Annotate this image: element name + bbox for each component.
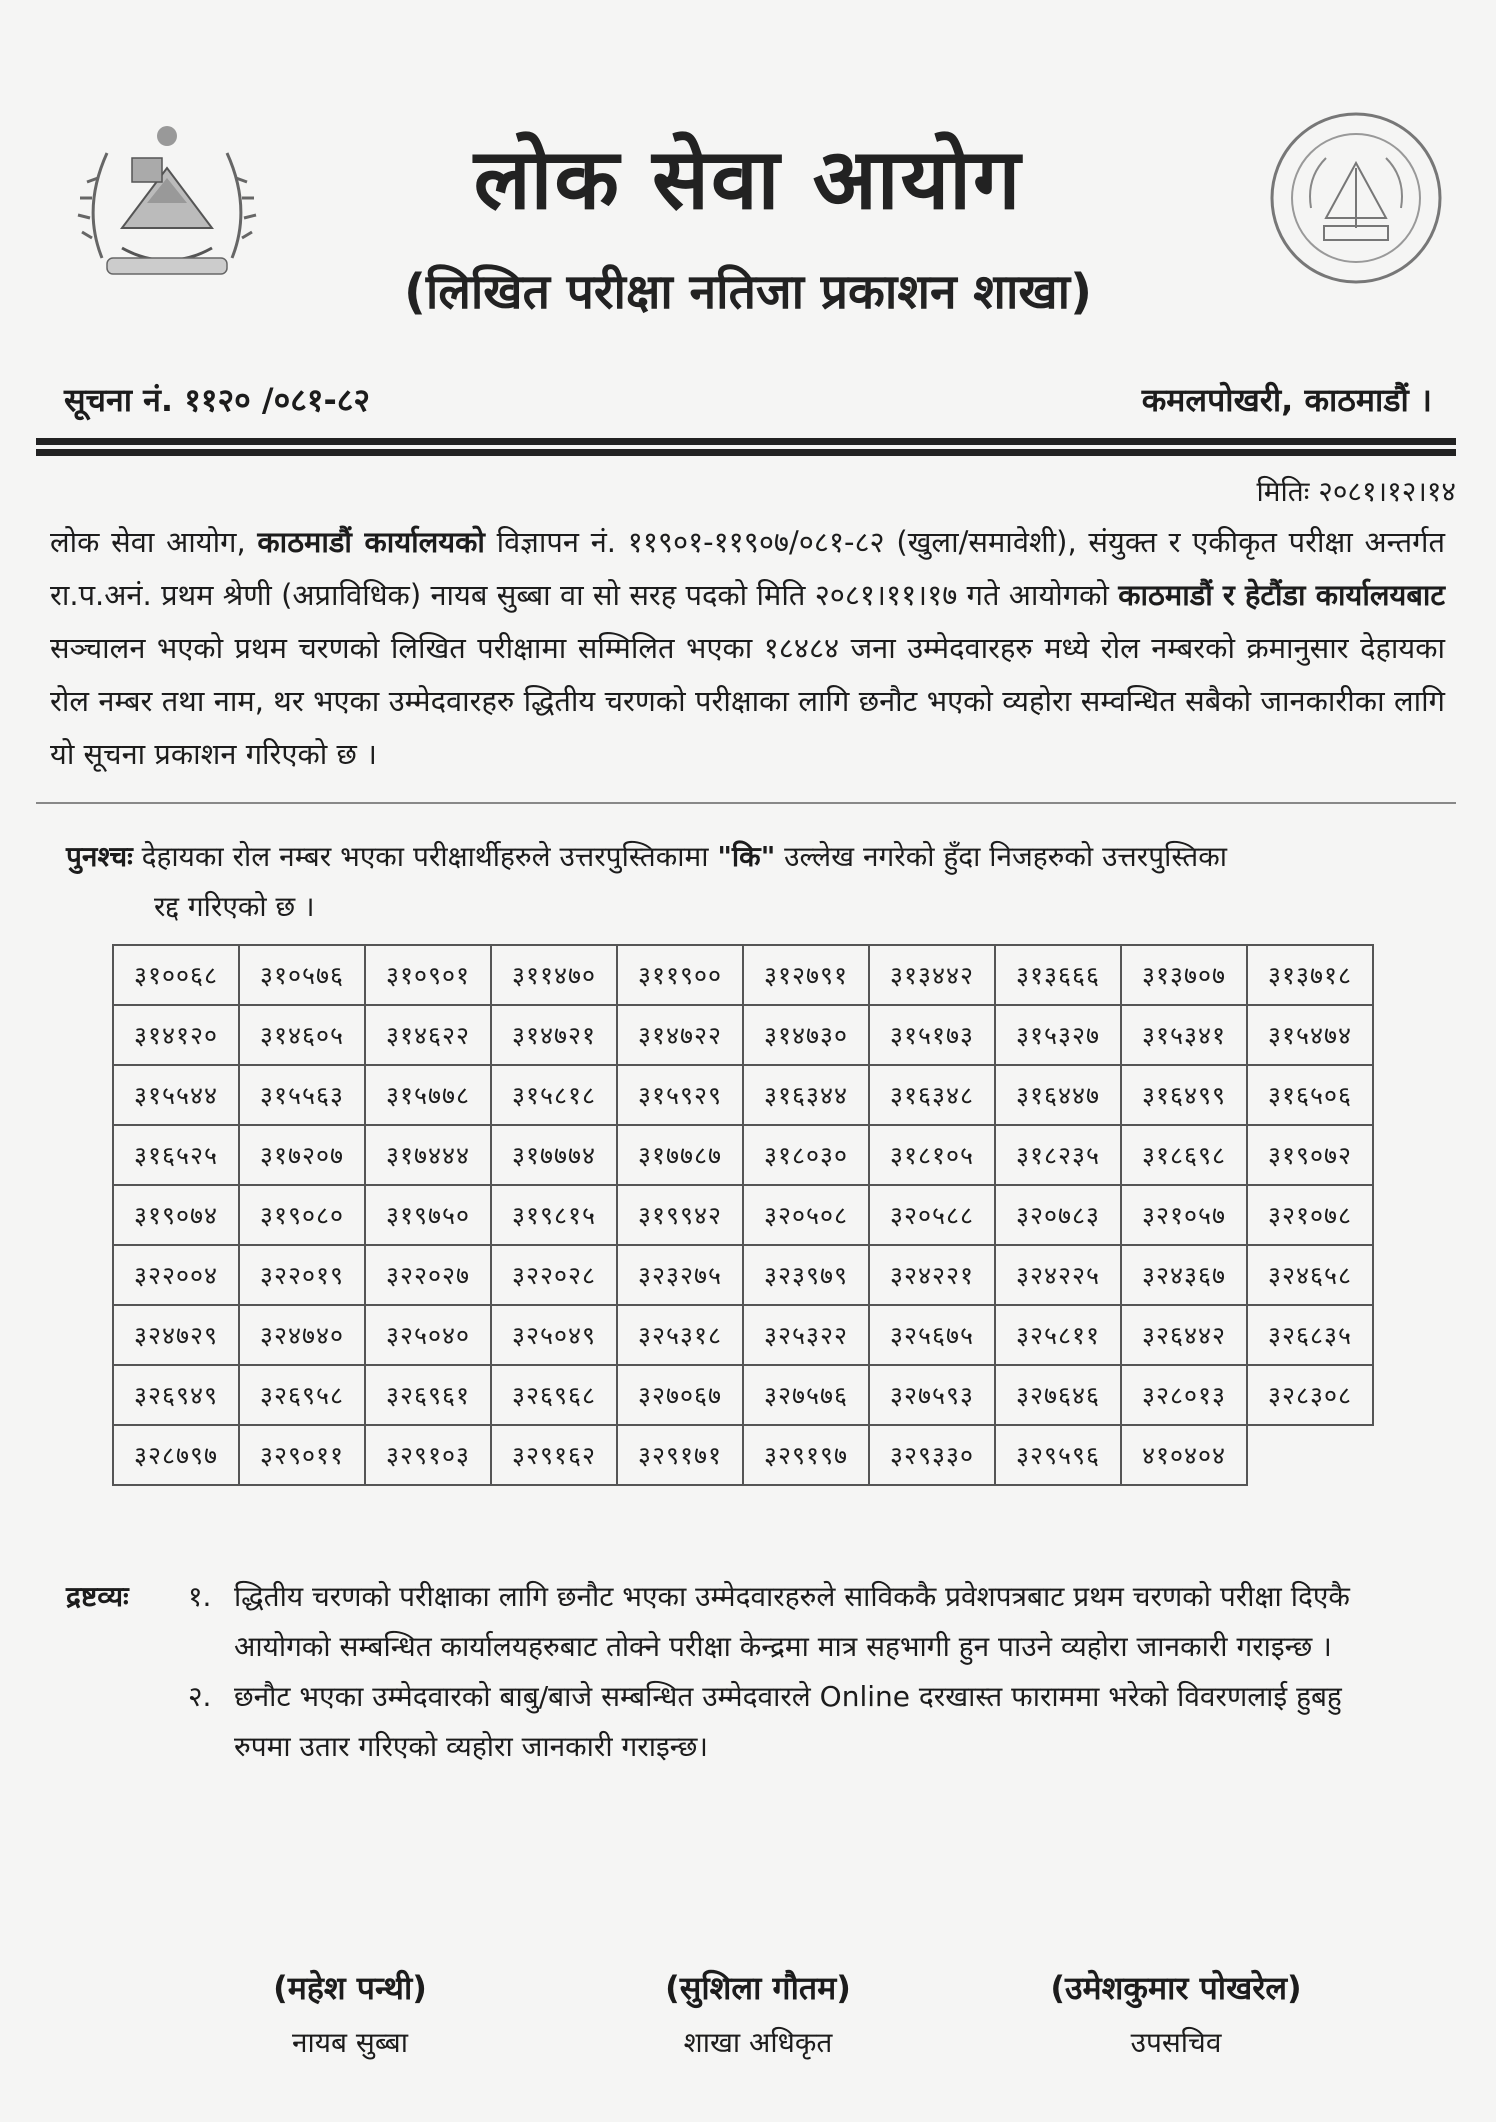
notice-date: मितिः २०८१।१२।१४ [1256, 475, 1456, 508]
roll-number-cell: ३२१०५७ [1121, 1185, 1247, 1245]
roll-number-cell: ३१६४९९ [1121, 1065, 1247, 1125]
roll-number-cell: ३१५९२९ [617, 1065, 743, 1125]
roll-number-cell: ३२८३०८ [1247, 1365, 1373, 1425]
roll-number-cell: ३१३७१८ [1247, 945, 1373, 1005]
roll-number-cell: ३११४७० [491, 945, 617, 1005]
roll-number-cell: ३२२०२८ [491, 1245, 617, 1305]
roll-number-cell: ३२९३३० [869, 1425, 995, 1485]
postscript [66, 832, 1386, 932]
roll-number-cell: ३२१०७८ [1247, 1185, 1373, 1245]
roll-number-cell: ३१०५७६ [239, 945, 365, 1005]
postscript-text: देहायका रोल नम्बर भएका परीक्षार्थीहरुले उत्तरपुस्तिकामा [132, 840, 718, 873]
roll-number-cell: ४१०४०४ [1121, 1425, 1247, 1485]
roll-number-cell: ३२६९५८ [239, 1365, 365, 1425]
postscript-label: पुनश्चः [66, 840, 133, 873]
postscript-text-cont: उल्लेख नगरेको हुँदा निजहरुको उत्तरपुस्तिका [775, 840, 1227, 873]
signatory-designation: शाखा अधिकृत [683, 2026, 833, 2059]
roll-number-cell: ३२४६५८ [1247, 1245, 1373, 1305]
roll-number-cell: ३१४६२२ [365, 1005, 491, 1065]
roll-number-cell: ३१७४४४ [365, 1125, 491, 1185]
signatory-name: (महेश पन्थी) [273, 1969, 427, 2007]
roll-number-cell: ३१८६९८ [1121, 1125, 1247, 1185]
roll-number-cell: ३२३२७५ [617, 1245, 743, 1305]
roll-number-cell: ३१५५४४ [113, 1065, 239, 1125]
roll-number-cell: ३१३६६६ [995, 945, 1121, 1005]
table-row [113, 945, 1373, 1005]
roll-number-cell: ३२६९४९ [113, 1365, 239, 1425]
table-row [113, 1185, 1373, 1245]
table-row [113, 1365, 1373, 1425]
roll-number-cell: ३२३९७९ [743, 1245, 869, 1305]
roll-number-cell: ३२७६४६ [995, 1365, 1121, 1425]
header-divider [36, 438, 1456, 445]
roll-number-cell: ३१७७७४ [491, 1125, 617, 1185]
roll-number-cell: ३१६५२५ [113, 1125, 239, 1185]
roll-number-cell: ३१३४४२ [869, 945, 995, 1005]
roll-number-cell: ३२५८११ [995, 1305, 1121, 1365]
body-text: विज्ञापन नं. ११९०१-११९०७/०८१-८२ (खुला/समावेशी), संयुक्त र एकीकृत परीक्षा अन्तर्गत रा.प.अनं. प्रथम श्रेणी (अप्राविधिक) नायब सुब्बा वा सो सरह पदको मिति २०८१।११।१७ गते आयोगको [50, 525, 1445, 612]
roll-number-cell: ३१९९४२ [617, 1185, 743, 1245]
roll-number-cell: ३१५१७३ [869, 1005, 995, 1065]
page-subtitle: (लिखित परीक्षा नतिजा प्रकाशन शाखा) [403, 264, 1093, 320]
roll-number-cell: ३२५३२२ [743, 1305, 869, 1365]
body-bold-office: काठमाडौं कार्यालयको [257, 525, 485, 559]
table-row [113, 1425, 1373, 1485]
roll-number-cell: ३१६४४७ [995, 1065, 1121, 1125]
table-row [113, 1245, 1373, 1305]
roll-number-table [112, 944, 1374, 1486]
roll-number-cell: ३२०७८३ [995, 1185, 1121, 1245]
roll-number-cell: ३२५६७५ [869, 1305, 995, 1365]
roll-number-cell: ३२९५९६ [995, 1425, 1121, 1485]
body-text: सञ्चालन भएको प्रथम चरणको लिखित परीक्षामा सम्मिलित भएका १८४८४ जना उम्मेदवारहरु मध्ये रोल नम्बरको क्रमानुसार देहायका रोल नम्बर तथा नाम, थर भएका उम्मेदवारहरु द्धितीय चरणको परीक्षाका लागि छनौट भएको व्यहोरा सम्वन्धित सबैको जानकारीका लागि यो सूचना प्रकाशन गरिएको छ । [50, 631, 1445, 771]
roll-number-cell: ३२४७२९ [113, 1305, 239, 1365]
signatory-2 [548, 1966, 968, 2061]
roll-number-cell: ३१६५०६ [1247, 1065, 1373, 1125]
roll-number-cell: ३११९०० [617, 945, 743, 1005]
roll-number-cell: ३२२०१९ [239, 1245, 365, 1305]
notes-section [66, 1572, 1396, 1772]
roll-number-cell: ३२९१०३ [365, 1425, 491, 1485]
body-text: लोक सेवा आयोग, [50, 525, 258, 559]
signatory-name: (उमेशकुमार पोखरेल) [1050, 1969, 1302, 2007]
roll-number-cell: ३१५४७४ [1247, 1005, 1373, 1065]
roll-number-cell: ३२४३६७ [1121, 1245, 1247, 1305]
notes-label: द्रष्टव्यः [66, 1580, 129, 1613]
signatory-1 [140, 1966, 560, 2061]
roll-number-cell: ३१९८१५ [491, 1185, 617, 1245]
roll-number-cell: ३२०५८८ [869, 1185, 995, 1245]
roll-number-cell: ३१९०७४ [113, 1185, 239, 1245]
roll-number-cell: ३१०९०१ [365, 945, 491, 1005]
roll-number-cell: ३१९०७२ [1247, 1125, 1373, 1185]
signatory-name: (सुशिला गौतम) [665, 1969, 851, 2007]
roll-number-cell: ३१८०३० [743, 1125, 869, 1185]
roll-number-cell: ३१९७५० [365, 1185, 491, 1245]
roll-number-cell: ३१४६०५ [239, 1005, 365, 1065]
postscript-quoted: "कि" [717, 840, 776, 873]
roll-number-cell: ३१५५६३ [239, 1065, 365, 1125]
roll-number-cell: ३२८७९७ [113, 1425, 239, 1485]
notice-body [50, 516, 1445, 781]
roll-number-cell: ३१७७८७ [617, 1125, 743, 1185]
table-row [113, 1305, 1373, 1365]
roll-number-cell: ३१६३४४ [743, 1065, 869, 1125]
roll-number-cell: ३२०५०८ [743, 1185, 869, 1245]
roll-number-cell: ३२९१९७ [743, 1425, 869, 1485]
note-text: छनौट भएका उम्मेदवारको बाबु/बाजे सम्बन्धित उम्मेदवारले Online दरखास्त फाराममा भरेको विवरणलाई हुबहु रुपमा उतार गरिएको व्यहोरा जानकारी गराइन्छ। [234, 1680, 1342, 1763]
roll-number-cell: ३१६३४८ [869, 1065, 995, 1125]
roll-number-cell: ३१८२३५ [995, 1125, 1121, 1185]
roll-number-cell: ३२४२२५ [995, 1245, 1121, 1305]
roll-number-cell: ३१००६८ [113, 945, 239, 1005]
table-row [113, 1005, 1373, 1065]
header-divider-second [36, 449, 1456, 456]
roll-number-cell: ३२८०१३ [1121, 1365, 1247, 1425]
roll-number-cell: ३२७५९३ [869, 1365, 995, 1425]
roll-number-cell: ३२७५७६ [743, 1365, 869, 1425]
roll-number-cell: ३२५०४० [365, 1305, 491, 1365]
roll-number-cell: ३२५३१८ [617, 1305, 743, 1365]
roll-number-cell: ३२४७४० [239, 1305, 365, 1365]
note-number: १. [188, 1580, 212, 1613]
roll-number-cell: ३२९०११ [239, 1425, 365, 1485]
table-row [113, 1125, 1373, 1185]
roll-number-cell: ३१५७७८ [365, 1065, 491, 1125]
roll-number-cell: ३१४७२१ [491, 1005, 617, 1065]
roll-number-cell: ३२२०२७ [365, 1245, 491, 1305]
roll-number-cell: ३१४१२० [113, 1005, 239, 1065]
roll-number-cell: ३१५३४१ [1121, 1005, 1247, 1065]
roll-number-cell: ३२६४४२ [1121, 1305, 1247, 1365]
empty-cell [1247, 1425, 1373, 1485]
roll-number-cell: ३१३७०७ [1121, 945, 1247, 1005]
roll-number-cell: ३१५३२७ [995, 1005, 1121, 1065]
note-number: २. [188, 1680, 212, 1713]
body-bold-offices: काठमाडौं र हेटौंडा कार्यालयबाट [1118, 578, 1446, 612]
roll-number-cell: ३२२००४ [113, 1245, 239, 1305]
roll-number-cell: ३१२७९१ [743, 945, 869, 1005]
postscript-text-end: रद्द गरिएको छ । [154, 890, 315, 923]
signatory-3 [966, 1966, 1386, 2061]
roll-number-cell: ३१४७३० [743, 1005, 869, 1065]
roll-number-cell: ३१७२०७ [239, 1125, 365, 1185]
section-divider [36, 802, 1456, 804]
roll-number-cell: ३२७०६७ [617, 1365, 743, 1425]
roll-number-cell: ३२६९६८ [491, 1365, 617, 1425]
office-location: कमलपोखरी, काठमाडौं । [1141, 381, 1432, 419]
page-title: लोक सेवा आयोग [473, 130, 1023, 228]
roll-number-cell: ३१४७२२ [617, 1005, 743, 1065]
roll-number-cell: ३२९१७१ [617, 1425, 743, 1485]
roll-number-cell: ३२४२२१ [869, 1245, 995, 1305]
table-row [113, 1065, 1373, 1125]
roll-number-cell: ३१९०८० [239, 1185, 365, 1245]
notice-number: सूचना नं. ११२० /०८१-८२ [64, 381, 371, 419]
roll-number-cell: ३२५०४९ [491, 1305, 617, 1365]
roll-number-cell: ३२६९६१ [365, 1365, 491, 1425]
roll-number-cell: ३१८१०५ [869, 1125, 995, 1185]
note-text: द्धितीय चरणको परीक्षाका लागि छनौट भएका उम्मेदवारहरुले साविककै प्रवेशपत्रबाट प्रथम चरणको परीक्षा दिएकै आयोगको सम्बन्धित कार्यालयहरुबाट तोक्ने परीक्षा केन्द्रमा मात्र सहभागी हुन पाउने व्यहोरा जानकारी गराइन्छ । [234, 1580, 1350, 1663]
roll-number-cell: ३२९१६२ [491, 1425, 617, 1485]
roll-number-cell: ३२६८३५ [1247, 1305, 1373, 1365]
roll-number-cell: ३१५८१८ [491, 1065, 617, 1125]
signatory-designation: नायब सुब्बा [292, 2026, 408, 2059]
signatory-designation: उपसचिव [1130, 2026, 1222, 2059]
